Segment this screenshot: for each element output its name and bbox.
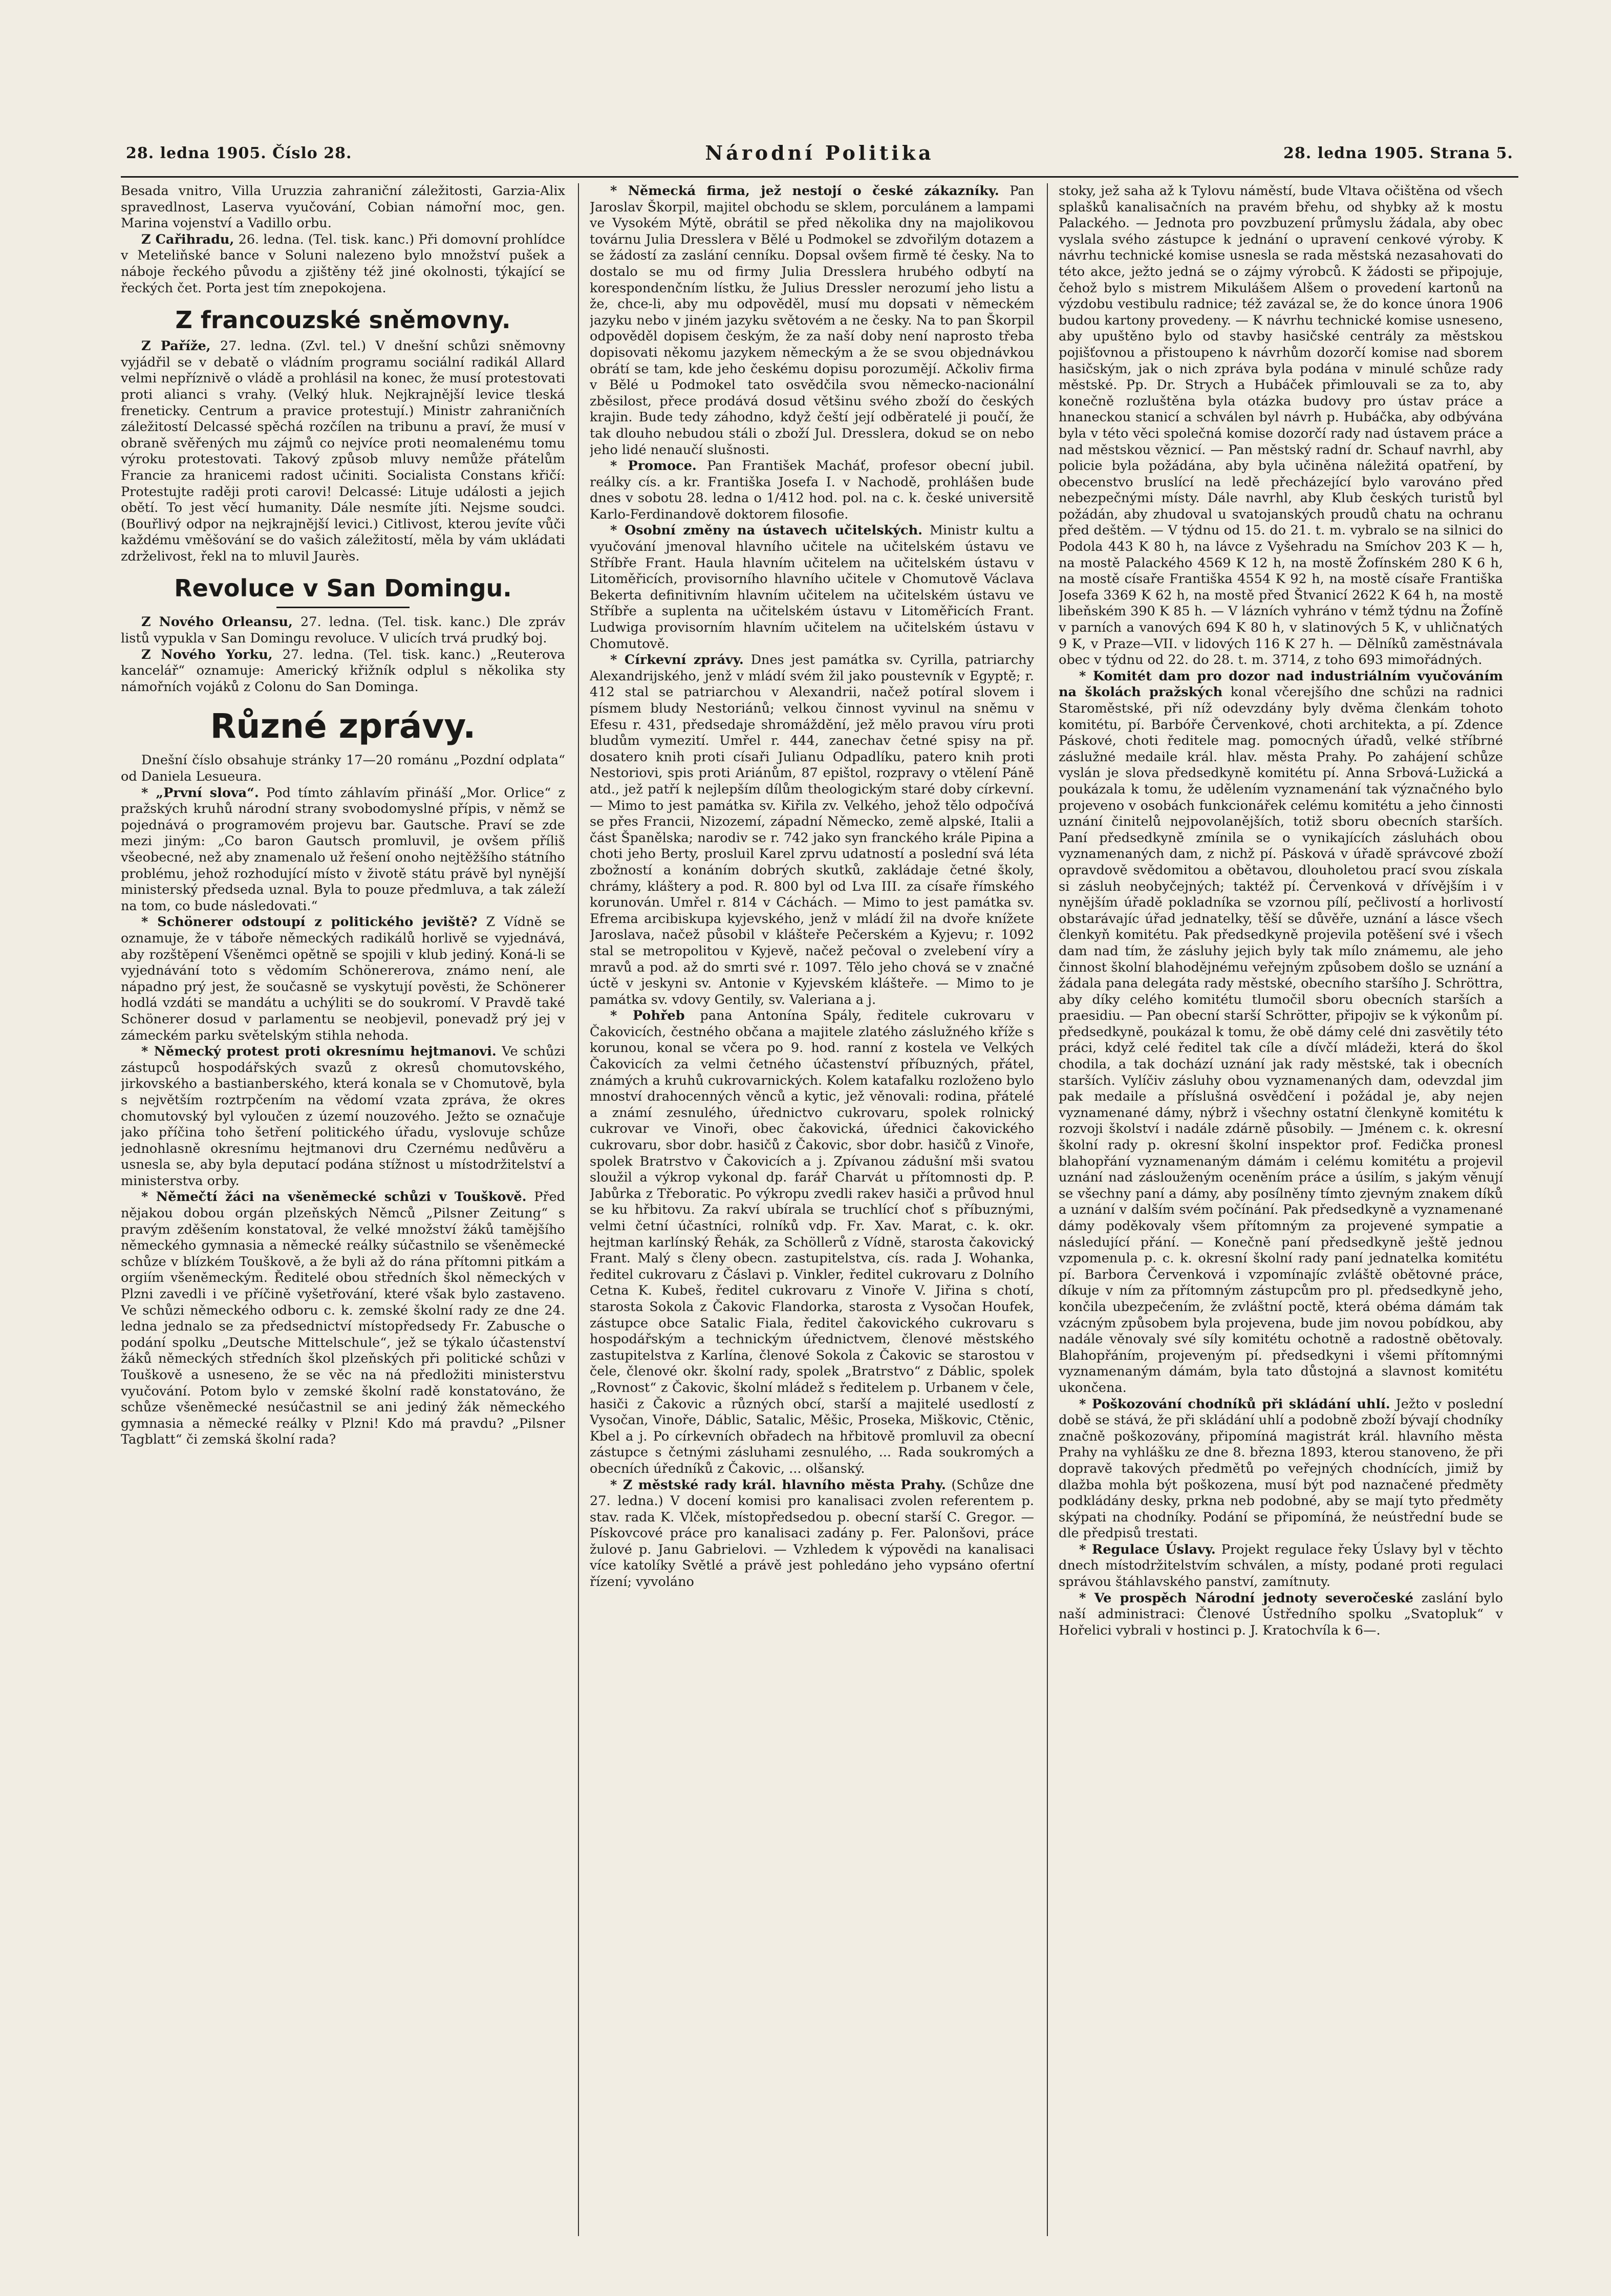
paragraph-text: 27. ledna. (Tel. tisk. kanc.) Dle zpráv listů vypukla v San Domingu revoluce. V ulicích trvá prudký boj. [121, 614, 565, 647]
paragraph-text: konal včerejšího dne schůzi na radnici Staroměstské, při níž odevzdány byly dvěma členkám tohoto komitétu, pí. Barbóře Červenkové, choti architekta, a pí. Zdence Páskové, choti ředitele mag. pomocných úřadů, velké stříbrné záslužné medaile král. hlav. města Prahy. Po zahájení schůze vyslán je slova předsedkyně komitétu pí. Anna Srbová-Lužická a poukázala k tomu, že udělením vyznamenání tak význačného bylo projeveno v osobách funkcionářek celému komitétu a jeho činnosti uznání činitelů nejpovolanějších, totiž sboru obecních starších. Paní předsedkyně zmínila se o vynikajících zásluhách obou vyznamenaných dam, z nichž pí. Pásková v úřadě správcové zboží opravdově svědomitou a obětavou, dlouholetou prací svou získala si zásluh neobyčejných; taktéž pí. Červenková v dřívějším i v nynějším úřadě pokladníka se vzornou pílí, pečlivostí a horlivostí obstarávajíc úřad jednatelky, těší se důvěře, uznání a lásce všech členkyň komitétu. Pak předsedkyně projevila potěšení své i všech dam nad tím, že zásluhy jejich byly tak mílo známemu, ale jeho činnost školní blahodějnému veřejným způsobem došlo se uznání a žádala pana delegáta rady městské, obecního staršího J. Schröttra, aby díky celého komitétu tlumočil sboru obecních starších a praesidiu. — Pan obecní starší Schrötter, připojiv se k výkonům pí. předsedkyně, poukázal k tomu, že obě dámy celé dni zasvětily této práci, když celé ředitel tak cíle a dívčí mládeži, která do škol chodila, a tak dochází uznání jak rady městské, tak i obecních starších. Vylíčiv zásluhy obou vyznamenaných dam, odevzdal jim pak medaile a příslušná osvědčení i požádal je, aby nejen vyznamenané dámy, nýbrž i všechny ostatní členkyně komitétu k rozvoji školství i nadále zdárně působily. — Jménem c. k. okresní školní rady p. okresní školní inspektor prof. Fedička pronesl blahopřání vyznamenaným dámám i celému komitétu a projevil uznání nad záslouženým oceněním práce a úsilím, s jakým věnují se všechny paní a dámy, aby posílněny tímto zjevným znakem díků a uznání v dalším svém počínání. Pak předsedkyně a vyznamenané dámy poděkovaly všem přítomným za projevené sympatie a následující přání. — Konečně paní předsedkyně ještě jednou vzpomenula p. c. k. okresní školní rady paní jednatelka komitétu pí. Barbora Červenková i vzpomínajíc zvláště obětovné práce, díkuje v ním za přítomným zástupcům pro pl. předsedkyně jeho, končila ubezpečením, že zvláštní poctě, která obéma dámám tak vzácným způsobem byla projevena, bude jim novou pobídkou, aby nadále věnovaly své síly komitétu ochotně a radostně obětovaly. Blahopřáním, projeveným pí. předsedkyni i všemi přítomnými vyznamenaným dámám, byla tato důstojná a slavnost komitétu ukončena. [1059, 684, 1503, 1396]
section-heading: Revoluce v San Domingu. [174, 574, 512, 603]
paragraph [1059, 1397, 1503, 1542]
paragraph [121, 647, 565, 696]
column-1 [121, 183, 565, 2251]
paragraph [590, 652, 1034, 1008]
paragraph [590, 523, 1034, 652]
paragraph [121, 1044, 565, 1189]
paragraph [121, 914, 565, 1044]
paragraph-text: Ministr kultu a vyučování jmenoval hlavního učitele na učitelském ústavu ve Stříbře Frant. Haula hlavním učitelem na učitelském ústavu v Litoměřicích, provisorního hlavního učitele v Chomutově Václava Bekerta definitivním hlavním učitelem na učitelském ústavu ve Stříbře a suplenta na učitelském ústavu v Litoměřicích Frant. Ludwiga provisorním hlavním učitelem na učitelském ústavu v Chomutově. [590, 523, 1034, 652]
paragraph-lead: * „První slova“. [141, 785, 259, 801]
paragraph-text: Pan Jaroslav Škorpil, majitel obchodu se sklem, porculánem a lampami ve Vysokém Mýtě, obrátil se před několika dny na majolikovou továrnu Julia Dresslera v Bělé u Podmokel se zdvořilým dotazem a se žádostí za zaslání cenníku. Dopsal ovšem firmě té česky. Na to dostalo se mu od firmy Julia Dresslera hrubého odbytí na korespondenčním lístku, že Julius Dressler nerozumí jeho listu a že, chce-li, aby mu odpověděl, musí mu dopsati v německém jazyku nebo v jiném jazyku světovém a ne česky. Na to pan Škorpil odpověděl dopisem českým, že za naší doby není naprosto třeba dopisovati někomu jazykem německým a že se svou objednávkou obrátí se tam, kde jeho českému dopisu porozumějí. Ačkoliv firma v Bělé u Podmokel tato osvědčila svou německo-nacionální zběsilost, přece prodává dosud většinu svého zboží do českých krajin. Bude tedy záhodno, když čeští její odběratelé ji poučí, že tak dlouho nebudou stáli o zboží Jul. Dresslera, dokud se on nebo jeho lidé nenaučí slušnosti. [590, 183, 1034, 458]
paragraph [1059, 1591, 1503, 1639]
paragraph-text: Z Vídně se oznamuje, že v táboře německých radikálů horlivě se vyjednává, aby rozštěpení Všeněmci opětně se spojili v klub jediný. Koná-li se vyjednávání toto s vědomím Schönererova, známo není, ale nápadno prý jest, že současně se vyskytují pověsti, že Schönerer hodlá vzdáti se mandátu a uchýliti se do soukromí. V Pravdě také Schönerer dosud v parlamentu se neobjevil, ponevadž prý jej v zámeckém parku světelským stihla nehoda. [121, 914, 565, 1043]
paragraph-lead: * Německý protest proti okresnímu hejtmanovi. [141, 1044, 497, 1060]
paragraph-lead: * Německá firma, jež nestojí o české zákazníky. [610, 183, 999, 199]
paragraph [121, 1189, 565, 1448]
paragraph-text: Pod tímto záhlavím přináší „Mor. Orlice“ z pražských kruhů národní strany svobodomyslné přípis, v němž se pojednává o programovém projevu bar. Gautsche. Praví se zde mezi jiným: „Co baron Gautsch promluvil, je ovšem příliš všeobecné, než aby znamenalo už řešení onoho nejtěžšího státního problému, jehož rozhodující místo v životě státu právě byl nynější ministerský předseda uznal. Byla to pouze předmluva, a tak záleží na tom, co bude následovati.“ [121, 785, 565, 914]
section-heading: Různé zprávy. [210, 706, 476, 746]
paragraph-text: 27. ledna. (Zvl. tel.) V dnešní schůzi sněmovny vyjádřil se v debatě o vládním programu sociální radikál Allard velmi nepříznivě o vládě a prohlásil na konec, že musí protestovati proti alianci s vrahy. (Velký hluk. Nejkrajnější levice tleská freneticky. Centrum a pravice protestují.) Ministr zahraničních záležitostí Delcassé spěchá rozčílen na tribunu a praví, že musí v obraně svěřených mu zájmů co nejvíce proti neomalenému tomu výroku protestovati. Takový způsob mluvy nemůže přátelům Francie za hranicemi radost učiniti. Socialista Constans křičí: Protestujte raději proti carovi! Delcassé: Lituje události a jejich obětí. To jest věcí humanity. Dále nesmíte jíti. Nejsme soudci. (Bouřlivý odpor na nejkrajnější levici.) Citlivost, kterou jevíte vůči každému vměšování se do vašich záležitostí, měla by vám ukládati zdrželivost, řekl na to mluvil Jaurès. [121, 338, 565, 564]
paragraph-lead: * Němečtí žáci na všeněmecké schůzi v Touškově. [141, 1189, 527, 1205]
paragraph-lead: * Schönerer odstoupí z politického jeviště? [141, 914, 478, 930]
paragraph: Besada vnitro, Villa Uruzzia zahraniční záležitosti, Garzia-Alix spravedlnost, Laserva vyučování, Cobian námořní moc, gen. Marina vojenství a Vadillo orbu. [121, 183, 565, 231]
paragraph-lead: * Poškozování chodníků při skládání uhlí. [1079, 1396, 1390, 1412]
page-date: 28. ledna 1905. Strana 5. [1283, 144, 1513, 162]
column-divider [1047, 183, 1048, 2236]
section-heading: Z francouzské sněmovny. [175, 306, 511, 334]
paragraph-lead: * Komitét dam pro dozor nad industriálním vyučováním na školách pražských [1059, 668, 1503, 700]
column-3 [1059, 183, 1503, 2251]
paragraph-text: pana Antonína Spály, ředitele cukrovaru v Čakovicích, čestného občana a majitele zlatého záslužného kříže s korunou, konal se včera po 9. hod. ranní z kostela ve Velkých Čakovicích za velmi četného účastenství příbuzných, přátel, známých a kruhů cukrovarnických. Kolem katafalku rozloženo bylo mnoství drahocenných věnců a kytic, jež věnovali: rodina, přátelé a známí zesnulého, úřednictvo cukrovaru, spolek rolnický cukrovar ve Vinoři, obec čakovická, úřednici čakovického cukrovaru, sbor dobr. hasičů z Čakovic, sbor dobr. hasičů z Vinoře, spolek Bratrstvo v Čakovicích a j. Zpívanou zádušní mši svatou sloužil a výkrop vykonal dp. farář Charvát u přítomnosti dp. P. Jabůrka z Třeboratic. Po výkropu zvedli rakev hasiči a průvod hnul se ku hřbitovu. Za rakví ubírala se truchlící choť s příbuznými, velmi četní účastníci, rolníků vdp. Fr. Xav. Marat, c. k. okr. hejtman karlínský Řehák, za Schöllerů z Vídně, starosta čakovický Frant. Malý s členy obecn. zastupitelstva, cís. rada J. Wohanka, ředitel cukrovaru z Čáslavi p. Vinkler, ředitel cukrovaru z Dolního Cetna K. Kubeš, ředitel cukrovaru z Vinoře V. Jiřina s chotí, starosta Sokola z Čakovic Flandorka, starosta z Vysočan Houfek, zástupce obce Satalic Fiala, ředitel čakovického cukrovaru s hospodářským a technickým úřednictvem, členové městského zastupitelstva z Karlína, členové Sokola z Čakovic se starostou v čele, členové okr. školní rady, spolek „Bratrstvo“ z Dáblic, spolek „Rovnost“ z Čakovic, školní mládež s ředitelem p. Urbanem v čele, hasiči z Čakovic a různých obcí, starší a majitelé usedlostí z Vysočan, Vinoře, Dáblic, Satalic, Měšic, Proseka, Miškovic, Ctěnic, Kbel a j. Po církevních obřadech na hřbitově promluvil za obecní zástupce s četnými zásluhami zesnulého, ... Rada soukromých a obecních úředníků z Čakovic, ... olšanský. [590, 1008, 1034, 1476]
paragraph-lead: * Církevní zprávy. [610, 652, 744, 668]
paragraph-text: (Schůze dne 27. ledna.) V docení komisi pro kanalisaci zvolen referentem p. stav. rada K. Vlček, místopředsedou p. obecní starší C. Gregor. — Pískovcové práce pro kanalisaci zadány p. Fer. Palonšovi, práce žulové p. Janu Gabrielovi. — Vzhledem k výpovědi na kanalisaci více katolíky Světlé a právě jest pohledáno jeho vypsáno ofertní řízení; vyvoláno [590, 1477, 1034, 1590]
paragraph-lead: * Z městské rady král. hlavního města Prahy. [610, 1477, 946, 1493]
paragraph: stoky, jež saha až k Tylovu náměstí, bude Vltava očištěna od všech splašků kanalisačních na pravém břehu, od shybky až k mostu Palackého. — Jednota pro povzbuzení průmyslu žádala, aby obec vyslala svého zástupce k jednání o upravení cenkové výroby. K návrhu technické komise usnesla se rada městská nezasahovati do této akce, ježto jedná se o zájmy výrobců. K žádosti se připojuje, čehož bylo s mistrem Mikulášem Alšem o provedení kartonů na výzdobu vestibulu radnice; též zavázal se, že do konce února 1906 budou kartony provedeny. — K návrhu technické komise usneseno, aby upuštěno bylo od stavby hasičské centrály za městskou pojišťovnou a přistoupeno k návrhům dozorčí komise nad sborem hasičským, jak o nich zpráva byla podána v minulé schůze rady městské. Pp. Dr. Strych a Hubáček přimlouvali se za to, aby konečně rozluštěna byla otázka budovy pro ústav práce a hnaneckou stanicí a schválen byl návrh p. Hubáčka, aby odbývána byla v této věci společná komise dozorčí rady nad ústavem práce a nad městskou věznicí. — Pan městský radní dr. Schauf navrhl, aby policie byla požádána, aby byla učiněna náležitá opatření, by obecenstvo bruslící na ledě přecházející bylo varováno před nebezpečnými místy. Dále navrhl, aby Klub českých turistů byl požádán, aby zhudoval u svatojanských proudů chatu na ochranu před deštěm. — V týdnu od 15. do 21. t. m. vybralo se na silnici do Podola 443 K 80 h, na lávce z Vyšehradu na Smíchov 203 K — h, na mostě Palackého 4569 K 12 h, na mostě Žofínském 280 K 6 h, na mostě císaře Františka 4554 K 92 h, na mostě císaře Františka Josefa 3369 K 62 h, na mostě před Štvanicí 2622 K 64 h, na mostě libeňském 390 K 85 h. — V lázních vyhráno v témž týdnu na Žofíně v parních a vanových 694 K 80 h, v slatinových 5 K, v uhličnatých 9 K, v Praze—VII. v lidových 116 K 27 h. — Dělníků zaměstnávala obec v týdnu od 22. do 28. t. m. 3714, z toho 693 mimořádných. [1059, 183, 1503, 668]
masthead-title: Národní Politika [705, 141, 934, 164]
paragraph-lead: Z Paříže, [141, 338, 211, 354]
page-header [121, 137, 1518, 169]
paragraph-lead: Z Nového Orleansu, [141, 614, 293, 630]
issue-date: 28. ledna 1905. Číslo 28. [126, 144, 352, 162]
paragraph [121, 338, 565, 565]
header-rule [121, 176, 1518, 178]
paragraph-lead: * Pohřeb [610, 1008, 685, 1024]
paragraph-text: 27. ledna. (Tel. tisk. kanc.) „Reuterova kancelář“ oznamuje: Americký křižník odplul s několika sty námořních vojáků z Colonu do San Dominga. [121, 647, 565, 695]
paragraph [121, 785, 565, 915]
paragraph-text: Pan František Macháť, profesor obecní jubil. reálky cís. a kr. Františka Josefa I. v Nachodě, prohlášen bude dnes v sobotu 28. ledna o 1/412 hod. pol. na c. k. české universitě Karlo-Ferdinandově doktorem filosofie. [590, 458, 1034, 522]
heading-rule [276, 607, 410, 608]
paragraph [1059, 1542, 1503, 1591]
paragraph [121, 614, 565, 647]
paragraph-lead: * Osobní změny na ústavech učitelských. [610, 523, 923, 539]
paragraph-lead: Z Nového Yorku, [141, 647, 273, 662]
paragraph [590, 183, 1034, 458]
column-divider [578, 183, 579, 2236]
paragraph-lead: * Promoce. [610, 458, 697, 474]
paragraph-text: zaslání bylo naší administraci: Členové Ústředního spolku „Svatopluk“ v Hořelici vybrali v hostinci p. J. Kratochvíla k 6—. [1059, 1590, 1503, 1638]
paragraph [590, 1477, 1034, 1591]
paragraph-lead: Z Cařihradu, [141, 231, 234, 247]
paragraph-text: Ve schůzi zástupců hospodářských svazů z okresů chomutovského, jirkovského a bastianberského, která konala se v Chomutově, byla s největším roztrpčením na vědomí vzata zpráva, že okres chomutovský byl vyloučen z území nouzového. Ježto se označuje jako příčina toho šetření politického úřadu, vyslovuje schůze jednohlasně okresnímu hejtmanovi dru Czernému nedůvěru a usnesla se, aby byla deputací podána stížnost u místodržitelství a ministerstva orby. [121, 1044, 565, 1189]
paragraph [1059, 669, 1503, 1397]
paragraph-text: Ježto v poslední době se stává, že při skládání uhlí a podobně zboží bývají chodníky značně poškozovány, připomíná magistrát král. hlavního města Prahy na vyhlášku ze dne 8. března 1893, kterou stanoveno, že při dopravě takových předmětů po veřejných chodnících, jimiž by dlažba mohla být poškozena, musí být pod naznačené předměty podkládány desky, prkna neb podobné, aby se mají tyto předměty skýpati na chodníky. Podání se připomíná, že neústřední bude se dle předpisů trestati. [1059, 1396, 1503, 1541]
paragraph-text: Před nějakou dobou orgán plzeňských Němců „Pilsner Zeitung“ s pravým zděšením konstatoval, že velké množství žáků tamějšího německého gymnasia a německé reálky súčastnilo se všeněmecké schůze v blízkém Touškově, a že byli až do rána přítomni pitkám a orgiím všeněmeckým. Ředitelé obou středních škol německých v Plzni zavedli i ve příčině vyšetřování, které však bylo zastaveno. Ve schůzi německého odboru c. k. zemské školní rady ze dne 24. ledna jednalo se za předsednictví místopředsedy Fr. Zabusche o podání spolku „Deutsche Mittelschule“, jež se týkalo účastenství žáků německých středních škol plzeňských při politické schůzi v Touškově a usneseno, že se věc na ná předložiti ministerstvu vyučování. Potom bylo v zemské školní radě konstatováno, že schůze všeněmecké nesúčastnil se ani jediný žák německého gymnasia a německé reálky v Plzni! Kdo má pravdu? „Pilsner Tagblatt“ či zemská školní rada? [121, 1189, 565, 1448]
paragraph-text: 26. ledna. (Tel. tisk. kanc.) Při domovní prohlídce v Meteliňské bance v Soluni nalezeno bylo množství pušek a náboje řeckého původu a zjištěny též jiné okolnosti, týkající se řeckých čet. Porta jest tím znepokojena. [121, 231, 565, 296]
newspaper-page [121, 137, 1518, 2257]
paragraph-text: Dnes jest památka sv. Cyrilla, patriarchy Alexandrijského, jenž v mládí svém žil jako poustevník v Egyptě; r. 412 stal se patriarchou v Alexandrii, načež potíral slovem i písmem bludy Nestoriánů; velkou činnost vyvinul na sněmu v Efesu r. 431, předsedaje shromáždění, jež mělo pravou víru proti bludům vymezití. Umřel r. 444, zanechav četné spisy na př. dosatero knih proti císaři Julianu Odpadlíku, patero knih proti Nestoriovi, spis proti Ariánům, 87 epištol, rozpravy o vtělení Páně atd., jež patří k nejlepším dílům theologickým staré doby církevní. — Mimo to jest památka sv. Kiřila zv. Velkého, jehož tělo odpočívá se přes Francii, Nizozemí, západní Německo, země alpské, Italii a část Španělska; narodiv se r. 742 jako syn franckého krále Pipina a choti jeho Berty, prosluil Karel zprvu udatností a poslední svá léta zbožností a konáním dobrých skutků, zakládaje četné školy, chrámy, kláštery a pod. R. 800 byl od Lva III. za císaře římského korunován. Umřel r. 814 v Cáchách. — Mimo to jest památka sv. Efrema arcibiskupa kyjevského, jenž v mládí žil na dvoře knížete Jaroslava, načež působil v klášteře Pečerském a Kyjevu; r. 1092 stal se metropolitou v Kyjevě, načež pečoval o zvelebení víry a mravů a pod. až do smrti své r. 1097. Tělo jeho chová se v značné úctě v jeskyni sv. Antonie v Kyjevském klášteře. — Mimo to je památka sv. vdovy Gentily, sv. Valeriana a j. [590, 652, 1034, 1007]
paragraph [590, 1008, 1034, 1477]
paragraph [121, 232, 565, 296]
paragraph: Dnešní číslo obsahuje stránky 17—20 románu „Pozdní odplata“ od Daniela Lesueura. [121, 753, 565, 785]
paragraph-text: Projekt regulace řeky Úslavy byl v těchto dnech místodržitelstvím schválen, a místy, podané proti regulaci správou štáhlavského panství, zamítnuty. [1059, 1541, 1503, 1590]
paragraph-lead: * Regulace Úslavy. [1079, 1541, 1216, 1557]
paragraph [590, 458, 1034, 523]
column-2 [590, 183, 1034, 2251]
paragraph-lead: * Ve prospěch Národní jednoty severočeské [1079, 1590, 1414, 1606]
